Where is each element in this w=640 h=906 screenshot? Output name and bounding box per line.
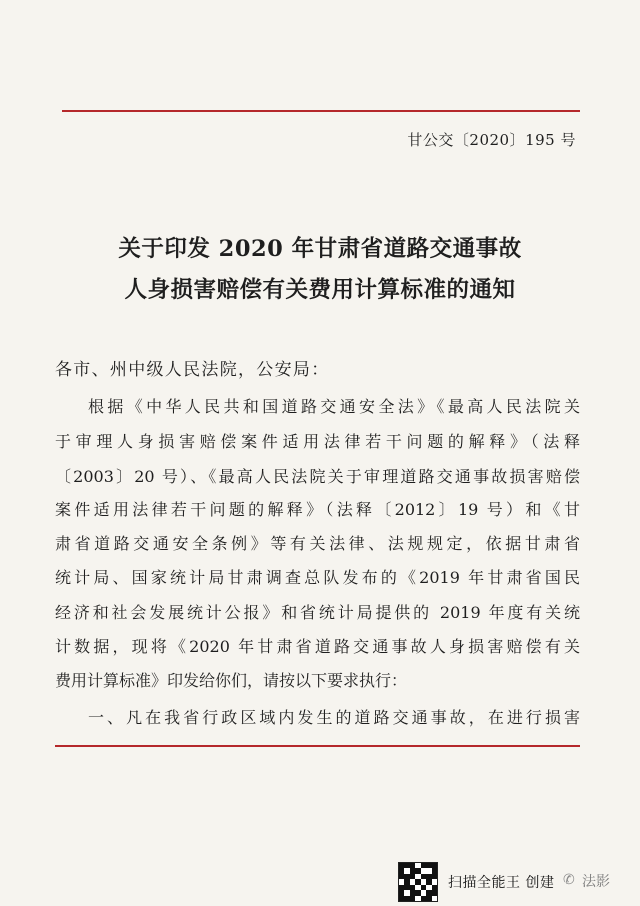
header-red-rule xyxy=(62,110,580,112)
footer-red-rule xyxy=(55,745,580,747)
scanner-brand-label: 扫描全能王 创建 xyxy=(448,875,555,891)
body-line: 肃省道路交通安全条例》等有关法律、法规规定，依据甘肃省 xyxy=(55,534,580,553)
body-line: 〔2003〕20 号）、《最高人民法院关于审理道路交通事故损害赔偿 xyxy=(55,467,580,486)
body-line: 费用计算标准》印发给你们，请按以下要求执行： xyxy=(55,671,408,690)
document-number: 甘公交〔2020〕195 号 xyxy=(407,131,576,149)
wechat-icon: ✆ xyxy=(563,872,575,888)
body-line: 根据《中华人民共和国道路交通安全法》《最高人民法院关 xyxy=(88,397,580,416)
title-line-2: 人身损害赔偿有关费用计算标准的通知 xyxy=(124,277,516,303)
qr-code-icon xyxy=(398,862,438,902)
body-line: 案件适用法律若干问题的解释》（法释〔2012〕19 号）和《甘 xyxy=(55,500,580,519)
body-line: 于审理人身损害赔偿案件适用法律若干问题的解释》（法释 xyxy=(55,432,580,451)
salutation: 各市、州中级人民法院，公安局： xyxy=(55,360,330,380)
body-line: 一、凡在我省行政区域内发生的道路交通事故，在进行损害 xyxy=(88,708,580,727)
watermark-label: 法影 xyxy=(582,874,610,890)
body-line: 计数据，现将《2020 年甘肃省道路交通事故人身损害赔偿有关 xyxy=(55,637,580,656)
body-line: 统计局、国家统计局甘肃调查总队发布的《2019 年甘肃省国民 xyxy=(55,568,580,587)
title-line-1: 关于印发 2020 年甘肃省道路交通事故 xyxy=(118,236,522,262)
body-line: 经济和社会发展统计公报》和省统计局提供的 2019 年度有关统 xyxy=(55,603,580,622)
scanner-footer xyxy=(398,862,638,900)
